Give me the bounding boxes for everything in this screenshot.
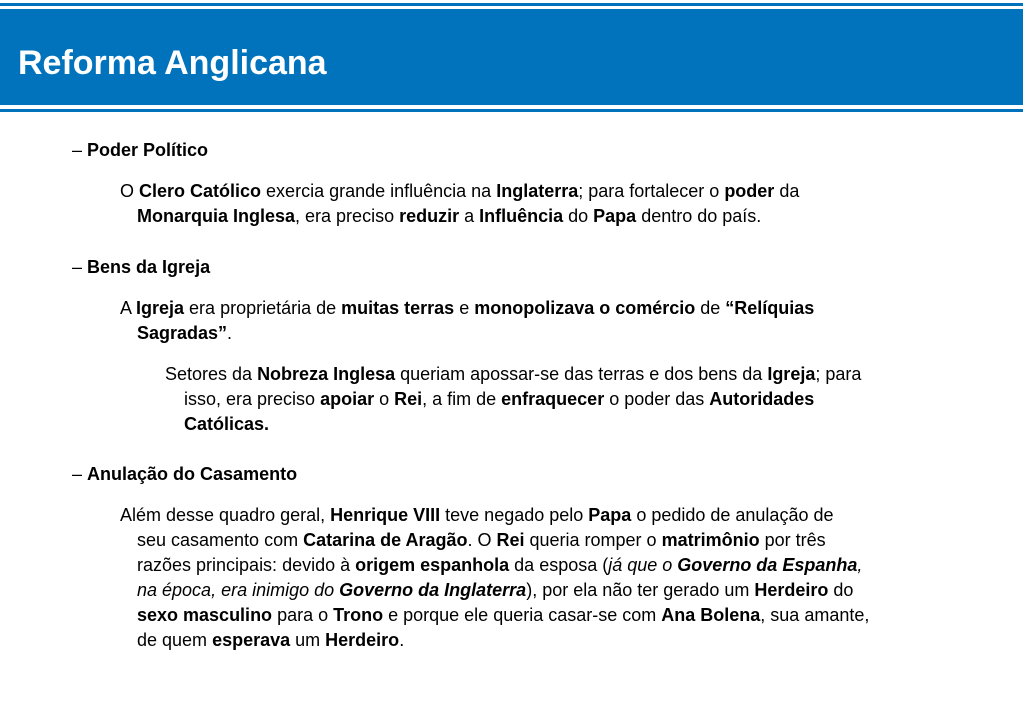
slide-title: Reforma Anglicana — [18, 44, 327, 82]
line: Católicas. — [184, 414, 270, 434]
line: Setores da Nobreza Inglesa queriam apossar-se das terras e dos bens da Igreja; para — [165, 364, 862, 384]
line: na época, era inimigo do Governo da Inglaterra), por ela não ter gerado um Herdeiro do — [137, 580, 854, 600]
dash-bullet: – — [72, 464, 83, 484]
line: Sagradas”. — [137, 323, 233, 343]
section-heading-bens-igreja — [72, 255, 210, 280]
paragraph-clero — [120, 179, 799, 229]
paragraph-nobreza — [165, 362, 861, 437]
line: Monarquia Inglesa, era preciso reduzir a Influência do Papa dentro do país. — [137, 206, 762, 226]
line: Além desse quadro geral, Henrique VIII teve negado pelo Papa o pedido de anulação de — [120, 505, 834, 525]
paragraph-igreja-terras — [120, 296, 814, 346]
title-banner — [0, 9, 1023, 105]
dash-bullet: – — [72, 257, 83, 277]
top-accent-line — [0, 3, 1023, 6]
paragraph-henrique — [120, 503, 869, 653]
line: de quem esperava um Herdeiro. — [137, 630, 405, 650]
section-heading-anulacao — [72, 462, 297, 487]
line: isso, era preciso apoiar o Rei, a fim de enfraquecer o poder das Autoridades — [184, 389, 815, 409]
line: razões principais: devido à origem espanhola da esposa (já que o Governo da Espanha, — [137, 555, 863, 575]
line: A Igreja era proprietária de muitas terras e monopolizava o comércio de “Relíquias — [120, 298, 815, 318]
heading-text: Bens da Igreja — [87, 257, 211, 277]
heading-text: Anulação do Casamento — [87, 464, 298, 484]
title-underline — [0, 109, 1023, 112]
line: sexo masculino para o Trono e porque ele queria casar-se com Ana Bolena, sua amante, — [137, 605, 870, 625]
line: seu casamento com Catarina de Aragão. O Rei queria romper o matrimônio por três — [137, 530, 826, 550]
dash-bullet: – — [72, 140, 83, 160]
heading-text: Poder Político — [87, 140, 209, 160]
section-heading-poder-politico — [72, 138, 208, 163]
line: O Clero Católico exercia grande influência na Inglaterra; para fortalecer o poder da — [120, 181, 800, 201]
